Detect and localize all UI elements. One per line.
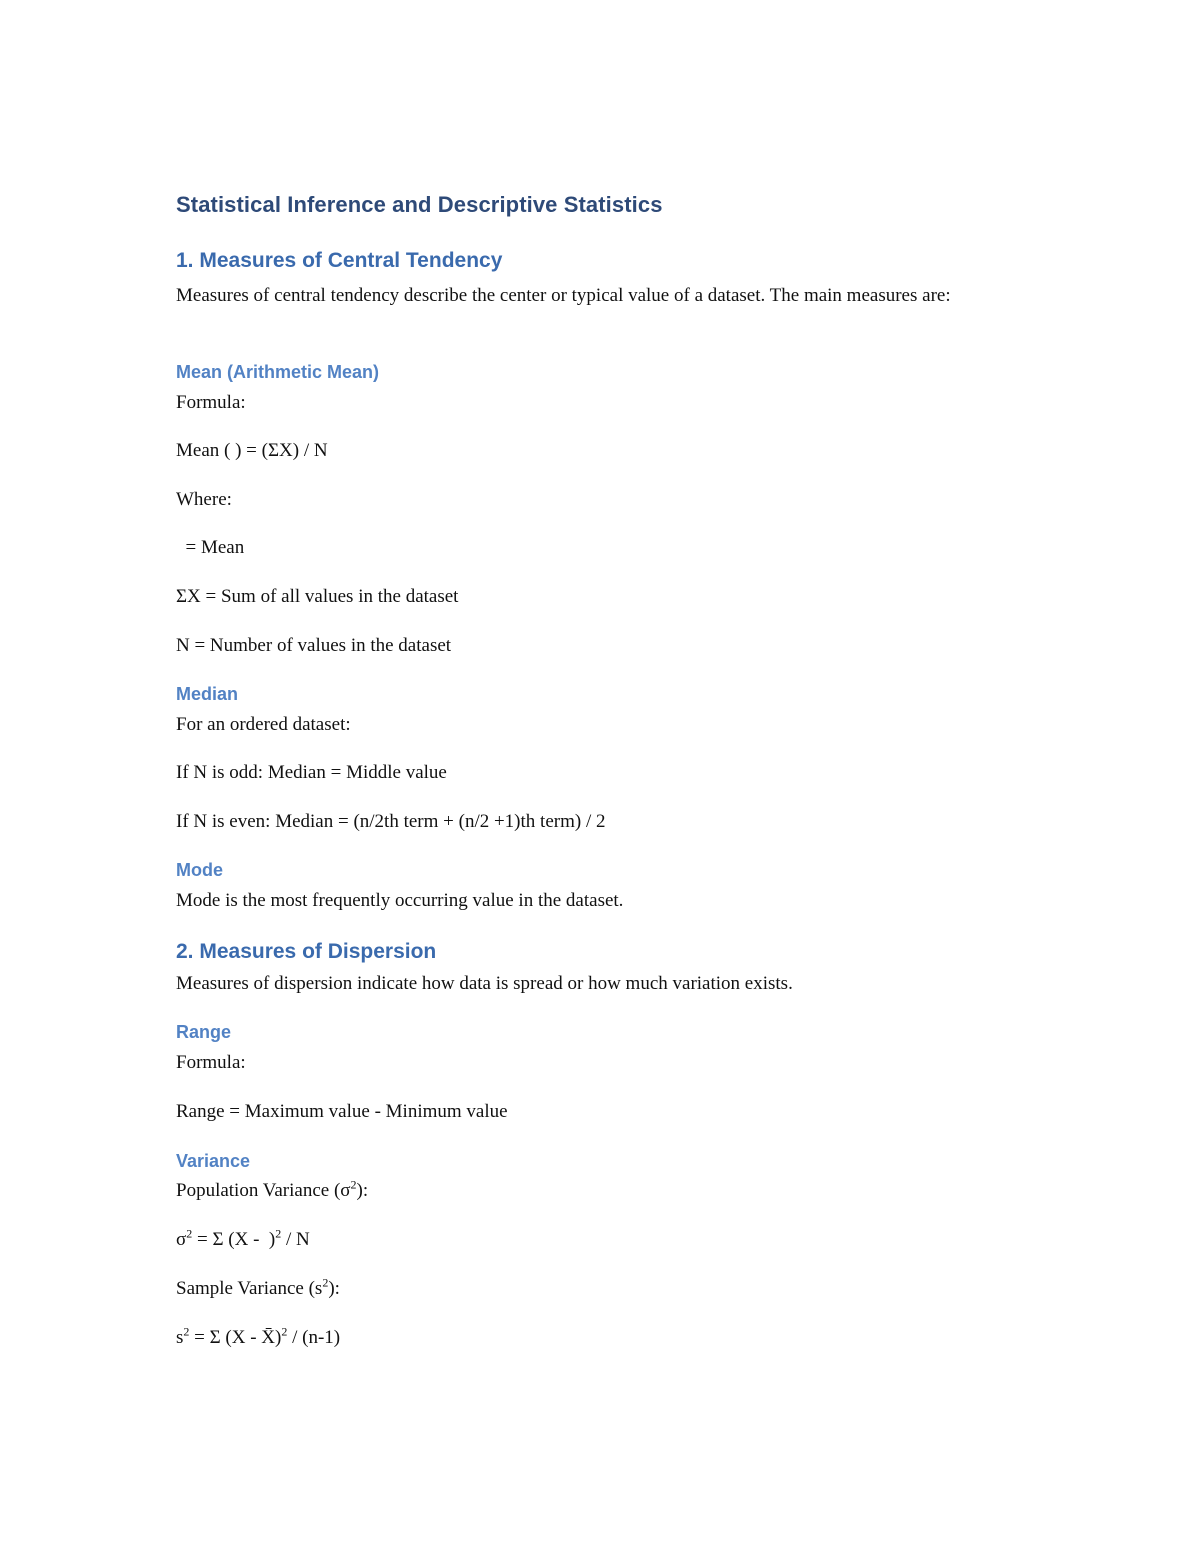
mean-formula: Mean ( ) = (ΣX) / N	[176, 440, 328, 461]
subheading-variance: Variance	[176, 1151, 251, 1171]
population-variance-formula	[176, 1226, 310, 1251]
sample-variance-label-end: ):	[328, 1278, 340, 1299]
range-formula-label: Formula:	[176, 1052, 246, 1073]
mode-text: Mode is the most frequently occurring value in the dataset.	[176, 890, 624, 911]
subheading-mean: Mean (Arithmetic Mean)	[176, 362, 380, 382]
superscript: 2	[275, 1226, 282, 1241]
subheading-median: Median	[176, 684, 239, 704]
sigma-symbol: σ	[176, 1229, 187, 1250]
formula-end: / N	[281, 1229, 310, 1250]
sum-definition: ΣX = Sum of all values in the dataset	[176, 586, 459, 607]
median-odd-rule: If N is odd: Median = Middle value	[176, 762, 447, 783]
superscript: 2	[186, 1226, 193, 1241]
superscript: 2	[281, 1324, 288, 1339]
sample-variance-label-text: Sample Variance (s	[176, 1278, 323, 1299]
document-title: Statistical Inference and Descriptive Statistics	[176, 192, 663, 217]
median-even-rule: If N is even: Median = (n/2th term + (n/2 +1)th term) / 2	[176, 811, 606, 832]
section-heading-dispersion: 2. Measures of Dispersion	[176, 940, 437, 963]
formula-end: / (n-1)	[287, 1327, 341, 1348]
formula-body: = Σ (X - )	[192, 1229, 276, 1250]
formula-body: = Σ (X - X̄)	[189, 1327, 282, 1348]
dispersion-intro: Measures of dispersion indicate how data is spread or how much variation exists.	[176, 973, 793, 994]
section-heading-central-tendency: 1. Measures of Central Tendency	[176, 249, 503, 272]
n-definition: N = Number of values in the dataset	[176, 635, 452, 656]
range-formula: Range = Maximum value - Minimum value	[176, 1101, 508, 1122]
sample-variance-formula	[176, 1324, 341, 1349]
superscript: 2	[322, 1275, 329, 1290]
subheading-range: Range	[176, 1022, 232, 1042]
subheading-mode: Mode	[176, 860, 223, 880]
population-variance-label	[176, 1177, 369, 1202]
mean-definition: = Mean	[176, 537, 245, 558]
central-tendency-intro: Measures of central tendency describe the center or typical value of a dataset. The main measures are:	[176, 285, 951, 306]
mean-where-label: Where:	[176, 489, 232, 510]
s-symbol: s	[176, 1327, 184, 1348]
population-variance-label-end: ):	[356, 1180, 369, 1201]
superscript: 2	[183, 1324, 190, 1339]
sample-variance-label	[176, 1275, 340, 1300]
mean-formula-label: Formula:	[176, 392, 246, 413]
median-intro: For an ordered dataset:	[176, 714, 351, 735]
population-variance-label-text: Population Variance (σ	[176, 1180, 351, 1201]
superscript: 2	[350, 1177, 357, 1192]
